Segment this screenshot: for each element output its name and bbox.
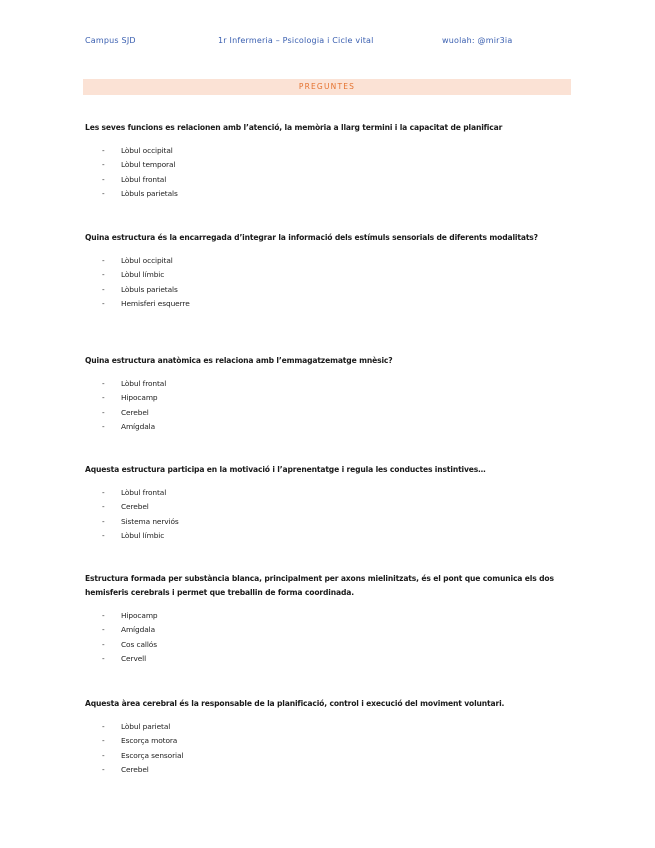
option-label: Lòbul frontal bbox=[121, 174, 167, 184]
option-label: Hipocamp bbox=[121, 393, 158, 403]
section-title-band: PREGUNTES bbox=[83, 79, 571, 95]
header-course: 1r Infermeria – Psicologia i Cicle vital bbox=[218, 36, 374, 45]
option-item bbox=[85, 144, 502, 158]
option-item bbox=[85, 406, 393, 420]
option-label: Lòbul límbic bbox=[121, 270, 165, 280]
option-label: Lòbuls parietals bbox=[121, 284, 178, 294]
question-text: Les seves funcions es relacionen amb l’atenció, la memòria a llarg termini i la capacitat de planificar bbox=[85, 123, 503, 132]
option-item bbox=[85, 173, 502, 187]
option-label: Sistema nerviós bbox=[121, 516, 179, 526]
dash-icon: - bbox=[102, 502, 105, 512]
dash-icon: - bbox=[102, 407, 105, 417]
option-item bbox=[85, 377, 393, 391]
dash-icon: - bbox=[102, 516, 105, 526]
option-label: Lòbul parietal bbox=[121, 722, 171, 731]
option-label: Lòbuls parietals bbox=[121, 189, 178, 199]
options-list bbox=[85, 486, 486, 544]
option-item bbox=[85, 652, 571, 666]
question-text: Estructura formada per substància blanca, principalment per axons mielinitzats, és el pont que comunica els dos hemisferis cerebrals i permet que treballin de forma coordinada. bbox=[85, 574, 554, 597]
dash-icon: - bbox=[102, 270, 105, 280]
option-item bbox=[85, 609, 571, 623]
option-label: Escorça motora bbox=[121, 736, 178, 746]
option-label: Hipocamp bbox=[121, 611, 158, 620]
dash-icon: - bbox=[102, 722, 105, 731]
question-5 bbox=[85, 572, 571, 667]
option-label: Cervell bbox=[121, 654, 147, 664]
option-item bbox=[85, 638, 571, 652]
option-item bbox=[85, 254, 538, 268]
option-item bbox=[85, 297, 538, 311]
dash-icon: - bbox=[102, 379, 105, 388]
question-6 bbox=[85, 697, 504, 778]
dash-icon: - bbox=[102, 736, 105, 746]
option-label: Cerebel bbox=[121, 765, 149, 775]
option-item bbox=[85, 283, 538, 297]
option-label: Amígdala bbox=[121, 422, 156, 432]
dash-icon: - bbox=[102, 299, 105, 309]
question-text: Aquesta àrea cerebral és la responsable de la planificació, control i execució del moviment voluntari. bbox=[85, 699, 505, 708]
dash-icon: - bbox=[102, 654, 105, 664]
dash-icon: - bbox=[102, 256, 105, 265]
option-label: Amígdala bbox=[121, 625, 156, 635]
dash-icon: - bbox=[102, 639, 105, 649]
option-item bbox=[85, 749, 504, 763]
option-item bbox=[85, 391, 393, 405]
option-item bbox=[85, 187, 502, 201]
option-item bbox=[85, 420, 393, 434]
dash-icon: - bbox=[102, 625, 105, 635]
option-label: Lòbul occipital bbox=[121, 256, 173, 265]
question-text: Quina estructura anatòmica es relaciona amb l’emmagatzematge mnèsic? bbox=[85, 356, 393, 365]
options-list bbox=[85, 254, 538, 312]
dash-icon: - bbox=[102, 160, 105, 170]
header-author: wuolah: @mir3ia bbox=[442, 36, 513, 45]
question-3 bbox=[85, 354, 393, 435]
dash-icon: - bbox=[102, 422, 105, 432]
option-item bbox=[85, 720, 504, 734]
dash-icon: - bbox=[102, 488, 105, 497]
option-item bbox=[85, 268, 538, 282]
dash-icon: - bbox=[102, 189, 105, 199]
dash-icon: - bbox=[102, 531, 105, 541]
dash-icon: - bbox=[102, 393, 105, 403]
option-item bbox=[85, 486, 486, 500]
question-2 bbox=[85, 231, 538, 312]
option-label: Lòbul frontal bbox=[121, 488, 167, 497]
page-header bbox=[0, 36, 655, 50]
dash-icon: - bbox=[102, 765, 105, 775]
question-1 bbox=[85, 121, 502, 202]
option-item bbox=[85, 734, 504, 748]
question-text: Aquesta estructura participa en la motivació i l’aprenentatge i regula les conductes instintives… bbox=[85, 465, 486, 474]
option-item bbox=[85, 763, 504, 777]
option-label: Lòbul temporal bbox=[121, 160, 176, 170]
options-list bbox=[85, 720, 504, 778]
dash-icon: - bbox=[102, 146, 105, 155]
option-item bbox=[85, 529, 486, 543]
option-label: Hemisferi esquerre bbox=[121, 299, 190, 309]
option-item bbox=[85, 623, 571, 637]
option-item bbox=[85, 500, 486, 514]
option-label: Cerebel bbox=[121, 502, 149, 512]
option-label: Lòbul límbic bbox=[121, 531, 165, 541]
option-item bbox=[85, 158, 502, 172]
question-4 bbox=[85, 463, 486, 544]
option-label: Cerebel bbox=[121, 407, 149, 417]
header-campus: Campus SJD bbox=[85, 36, 136, 45]
dash-icon: - bbox=[102, 174, 105, 184]
option-label: Escorça sensorial bbox=[121, 750, 184, 760]
option-label: Lòbul frontal bbox=[121, 379, 167, 388]
option-item bbox=[85, 515, 486, 529]
dash-icon: - bbox=[102, 284, 105, 294]
options-list bbox=[85, 609, 571, 667]
dash-icon: - bbox=[102, 611, 105, 620]
option-label: Lòbul occipital bbox=[121, 146, 173, 155]
options-list bbox=[85, 144, 502, 202]
question-text: Quina estructura és la encarregada d’integrar la informació dels estímuls sensorials de diferents modalitats? bbox=[85, 233, 538, 242]
options-list bbox=[85, 377, 393, 435]
dash-icon: - bbox=[102, 750, 105, 760]
option-label: Cos callós bbox=[121, 639, 157, 649]
